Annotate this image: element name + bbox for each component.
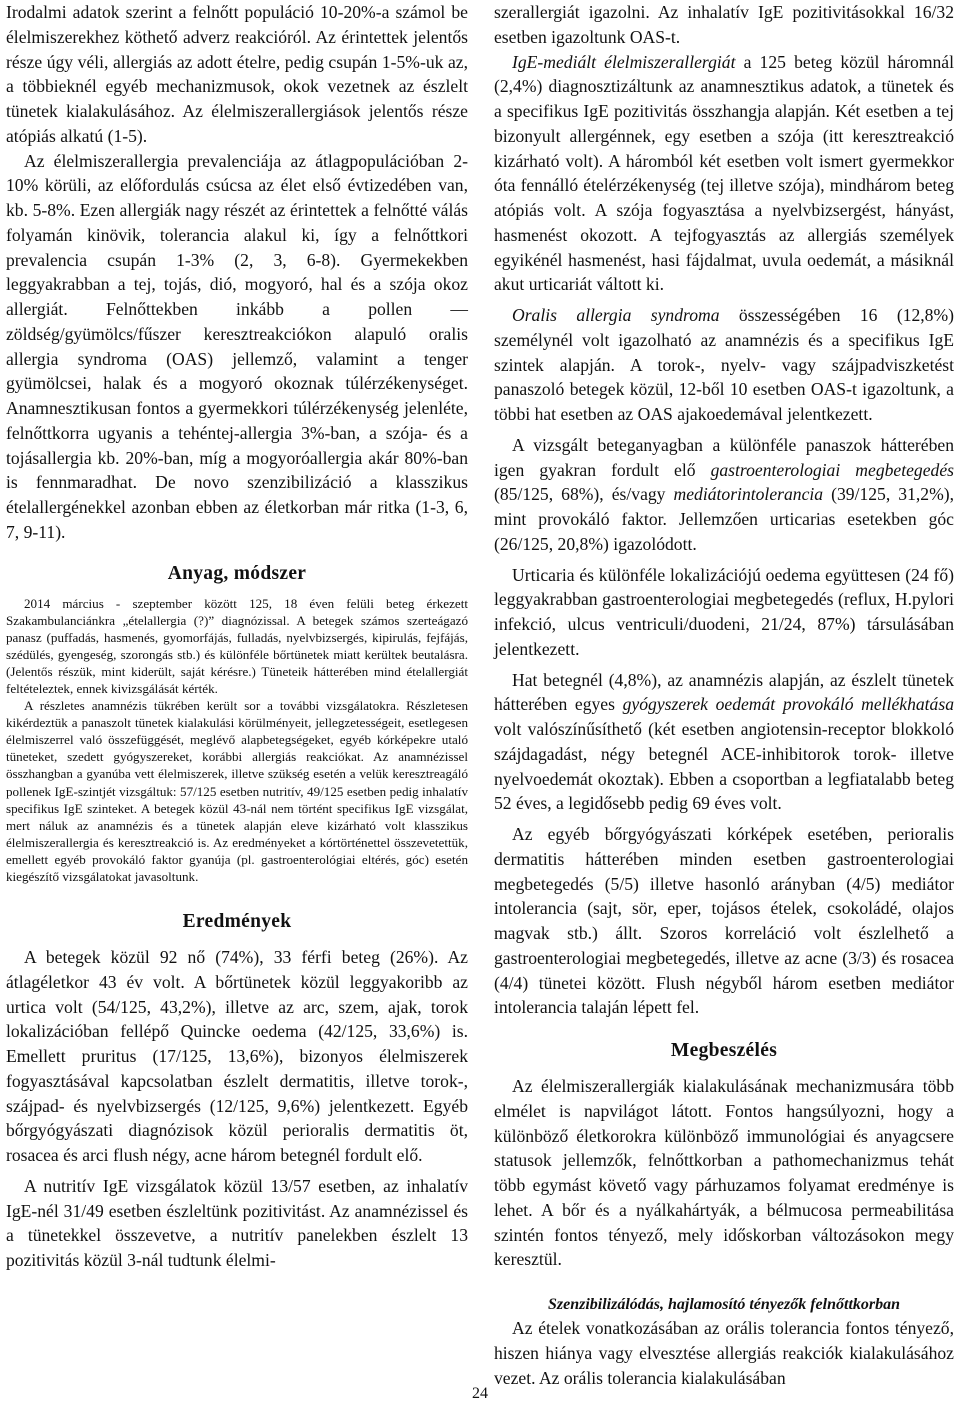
drug-text-start: Hat betegnél (4,8%), az anamnézis alapján, az észlelt tünetek hátterében egyes	[494, 669, 954, 715]
results-paragraph-2: A nutritív IgE vizsgálatok közül 13/57 esetben, az inhalatív IgE-nél 31/49 esetben észleltünk pozitivitást. Az anamnézissel és a tünetekkel összevetve, a nutritív panelekben észlelt 13 pozitivitás közül 3-nál tudtunk élelmi-	[6, 1175, 468, 1271]
gastro-paragraph	[494, 433, 954, 557]
intro-paragraph-2: Az élelmiszerallergia prevalenciája az átlagpopulációban 2-10% körüli, az előfordulás csúcsa az élet első évtizedében van, kb. 5-8%. Ezen allergiák nagy részét az érintettek a felnőtté válás folyamán kinövik, tolerancia alakul ki, így a felnőttkori prevalencia csupán 1-3% (2, 3, 6-8). Gyermekekben leggyakrabban a tej, tojás, dió, mogyoró, hal és a szója okoz allergiát. Felnőttekben inkább a pollen — zöldség/gyümölcs/fűszer keresztreakciókon alapuló oralis allergia syndroma (OAS) jellemző, valamint a tenger gyümölcsei, halak és a mogyoró okoznak túlérzékenységet. Anamnesztikusan fontos a gyermekkori túlérzékenység jelenléte, felnőttkorra ugyanis a tehéntej-allergia 3%-ban, a szója- és a tojásallergia kb. 20%-ban, míg a mogyoróallergia akár 80%-ban is fennmaradhat. De novo szenzibilizáció a klasszikus ételallergénekkel azonban ebben az életkorban már ritka (1-3, 6, 7, 9-11).	[6, 150, 468, 542]
page-number: 24	[472, 1385, 488, 1402]
methods-paragraph-1: 2014 március - szeptember között 125, 18 éven felüli beteg érkezett Szakambulanciánkra „ételallergia (?)” diagnózissal. A betegek számos szerteágazó panasz (puffadás, hasmenés, gyomorfájás, fulladás, nyelvbizsergés, kipirulás, fejfájás, szédülés, gyengeség, szorongás stb.) és különféle bőrtünetek miatt kerültek beutalásra. (Jelentős részük, mint kiderült, saját kérésre.) Tüneteik hátterében mind ételallergiát feltételeztek, ennek kivizsgálását kérték.	[6, 595, 468, 696]
ige-mediated-term: IgE-mediált élelmiszerallergiát	[512, 51, 736, 72]
ige-mediated-text: a 125 beteg közül háromnál (2,4%) diagnosztizáltunk az anamnesztikus adatok, a tünetek és a specifikus IgE pozitivitás összhangja alapján. Két esetben a tej bizonyult allergénnek, egy esetben a szója (itt keresztreakció kizárható volt). A háromból két esetben volt ismert gyermekkor óta fennálló ételérzékenység (tej illetve szója), mindhárom beteg atópiás volt. A szója fogyasztása a nyelvbizsergést, hányást, hasmenést okozott. A tejfogyasztás az allergiás személyek egyikénél hasmenést, hasi fájdalmat, uvula oedemát, a másiknál akut urticariát váltott ki.	[494, 51, 954, 295]
results-paragraph-1: A betegek közül 92 nő (74%), 33 férfi beteg (26%). Az átlagéletkor 43 év volt. A bőrtünetek közül leggyakoribb az urtica volt (54/125, 43,2%), illetve az arc, szem, ajak, torok lokalizációban fellépő Quincke oedema (42/125, 33,6%) is. Emellett pruritus (17/125, 13,6%), bizonyos élelmiszerek fogyasztásával kapcsolatban észlelt dermatitis, illetve torok-, szájpad- és nyelvbizsergés (12/125, 9,6%) jelentkezett. Egyéb bőrgyógyászati diagnózisok közül perioralis dermatitis öt, rosacea és arci flush négy, acne három betegnél fordult elő.	[6, 947, 468, 1166]
oas-term: Oralis allergia syndroma	[512, 305, 720, 325]
intro-paragraph-1: Irodalmi adatok szerint a felnőtt populáció 10-20%-a számol be élelmiszerekhez köthető adverz reakcióról. Az érintettek jelentős része úgy véli, allergiás az adott ételre, pedig csupán 1-5%-uk az, a többieknél egyéb mechanizmusok, okok vezetnek az észlelt tünetek kialakulásához. Az élelmiszerallergiások jelentős része atópiás alkatú (1-5).	[6, 2, 468, 146]
gastro-text-end: (39/125, 31,2%), mint provokáló faktor. Jellemzően urticarias esetekben góc (26/125, 20,8%) igazolódott.	[494, 484, 954, 554]
drug-paragraph	[494, 668, 954, 817]
final-paragraph: Az ételek vonatkozásában az orális tolerancia fontos tényező, hiszen hiánya vagy elvesztése allergiás reakciók kialakulásához vezet. Az orális tolerancia kialakulásában	[494, 1318, 954, 1388]
sensitization-subheading: Szenzibilizálódás, hajlamosító tényezők felnőttkorban	[547, 1296, 901, 1313]
methods-paragraph-2: A részletes anamnézis tükrében került sor a további vizsgálatokra. Részletesen kikérdeztük a panaszolt tünetek kialakulási körülményeit, jellegzetességeit, esetlegesen élelmiszerrel való összefüggését, meglévő alapbetegségeket, egyéb kórképekre utaló tüneteket, szedett gyógyszereket, korábbi allergiás reakciókat. Az anamnézissel összhangban a gyanúba vett élelmiszerek, illetve szükség esetén a velük keresztreagáló pollenek IgE-szintjét vizsgáltuk: 57/125 esetben nutritív, 49/125 esetben pedig inhalatív specifikus IgE szinteket. A betegek közül 43-nál nem történt specifikus IgE vizsgálat, mert náluk az anamnézis és a tünetek alapján eleve kizárható volt klasszikus élelmiszerallergia és keresztreakció is. Az eredményeket a kórtörténettel összevetettük, emellett egyéb provokáló faktor gyanúja (pl. gastroenterológiai eltérés, góc) esetén kiegészítő vizsgálatokat javasoltunk.	[6, 698, 468, 884]
dermatology-paragraph: Az egyéb bőrgyógyászati kórképek esetében, perioralis dermatitis hátterében minden esetben gastroenterologiai megbetegedés (5/5) illetve hasonló arányban (4/5) mediátor intolerancia (sajt, sör, eper, tojásos ételek, csokoládé, olajos magvak stb.) állt. Szoros korreláció volt észlelhető a gastroenterologiai megbetegedés, illetve az acne (3/3) és rosacea (4/4) tünetei között. Flush négyből három esetben mediátor intolerancia talaján lépett fel.	[494, 824, 954, 1018]
left-column	[6, 0, 468, 1273]
oas-text: összességében 16 (12,8%) személynél volt igazolható az anamnézis és a specifikus IgE szintek alapján. A torok-, nyelv- vagy szájpadviszketést panaszoló betegek közül, 12-ből 10 esetben OAS-t igazoltunk, a többi hat esetben az OAS ajakoedemával jelentkezett.	[494, 305, 954, 424]
results-heading: Eredmények	[182, 911, 292, 933]
methods-heading: Anyag, módszer	[167, 562, 307, 584]
discussion-heading: Megbeszélés	[670, 1040, 778, 1061]
gastro-term: gastroenterologiai megbetegedés	[710, 459, 954, 480]
oas-paragraph	[494, 303, 954, 427]
ige-mediated-paragraph	[494, 50, 954, 298]
gastro-text-start: A vizsgált beteganyagban a különféle panaszok hátterében igen gyakran fordult elő	[494, 434, 954, 480]
drug-text-end: volt valószínűsíthető (két esetben angiotensin-receptor blokkoló szájdagadást, négy betegnél ACE-inhibitorok torok- illetve nyelvoedemát okoztak). Ebben a csoportban a legfiatalabb beteg 52 éves, a legidősebb pedig 69 éves volt.	[494, 719, 954, 814]
urticaria-paragraph: Urticaria és különféle lokalizációjú oedema együttesen (24 fő) leggyakrabban gastroenterologiai megbetegedés (reflux, H.pylori infekció, ulcus ventriculi/duodeni, 21/24, 87%) társulásában jelentkezett.	[494, 564, 954, 659]
discussion-paragraph: Az élelmiszerallergiák kialakulásának mechanizmusára több elmélet is napvilágot látott. Fontos hangsúlyozni, hogy a különböző életkorokra különböző immunológiai és anyagcsere statusok jellemzők, felnőttkorban a pathomechanizmus tehát több egymást követő vagy párhuzamos folyamat eredménye is lehet. A bőr és a nyálkahártyák, a bélmucosa permeabilitása szintén fontos tényező, mely időskorban változásokon megy keresztül.	[494, 1076, 954, 1270]
drug-term: gyógyszerek oedemát provokáló mellékhatása	[622, 694, 955, 715]
continuation-paragraph: szerallergiát igazolni. Az inhalatív IgE pozitivitásokkal 16/32 esetben igazoltunk OAS-t.	[494, 2, 954, 47]
mediator-term: mediátorintolerancia	[673, 484, 824, 505]
right-column	[494, 0, 954, 1390]
gastro-text-middle: (85/125, 68%), és/vagy	[494, 484, 674, 505]
